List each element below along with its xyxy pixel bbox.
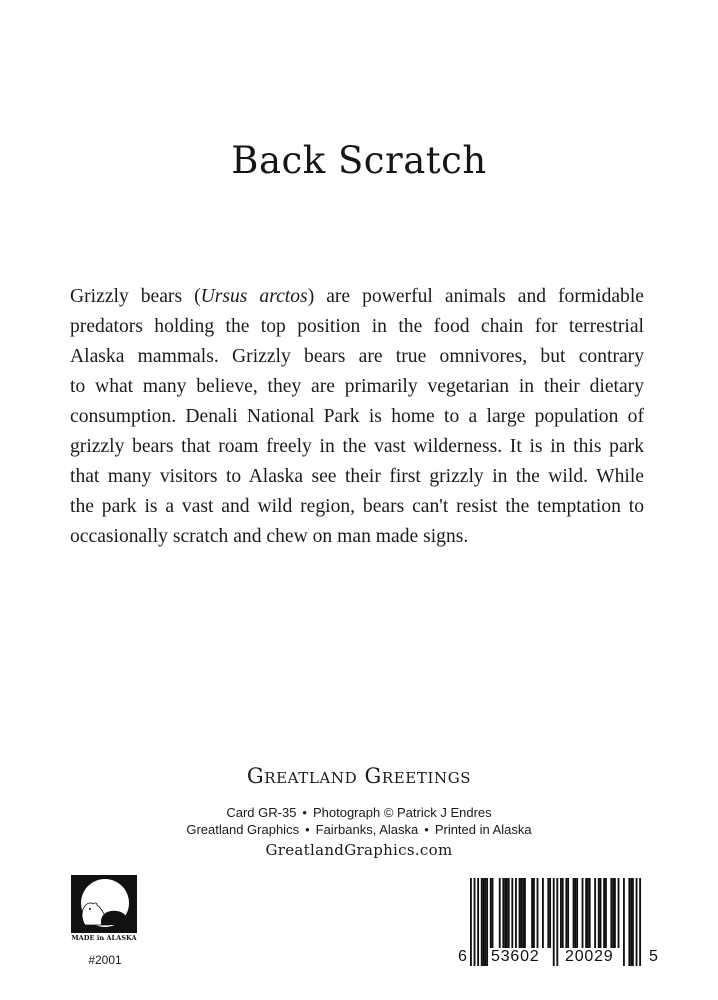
line-text: Grizzly bears (: [70, 286, 201, 307]
line-text: ) are powerful animals and formidable: [307, 286, 644, 307]
barcode-bar: [508, 878, 510, 948]
line-text: the park is a vast and wild region, bears can't resist the temptation to: [70, 496, 644, 517]
photo-credit: Photograph © Patrick J Endres: [312, 805, 492, 820]
barcode-bar: [515, 878, 517, 948]
brand-name: Greatland Greetings: [246, 764, 472, 788]
barcode-bar: [481, 878, 483, 966]
barcode-bar: [574, 878, 576, 948]
line-text: to what many believe, they are primarily vegetarian in their dietary: [70, 376, 644, 397]
barcode-bar: [490, 878, 492, 948]
separator-dot: •: [305, 822, 310, 837]
card-title: Back Scratch: [231, 139, 487, 182]
barcode-bar: [565, 878, 567, 948]
credit-line-2: [0, 822, 718, 837]
barcode-digits-group-1: 53602: [491, 948, 540, 965]
barcode-bar: [547, 878, 549, 948]
description-line: [70, 312, 644, 342]
barcode-bar: [506, 878, 508, 948]
line-text: consumption. Denali National Park is home to a large population of: [70, 406, 644, 427]
line-text: predators holding the top position in the food chain for terrestrial: [70, 316, 644, 337]
logo-number: #2001: [88, 953, 122, 967]
barcode-bar: [511, 878, 513, 948]
barcode-bar: [504, 878, 506, 948]
scientific-name: Ursus arctos: [200, 286, 308, 307]
barcode-bar: [612, 878, 614, 948]
barcode-bar: [524, 878, 526, 948]
barcode-digits-group-2: 20029: [565, 948, 614, 965]
card-description: [70, 282, 644, 552]
publisher-location: Fairbanks, Alaska: [315, 822, 419, 837]
barcode-bar: [499, 878, 501, 948]
barcode-bar: [542, 878, 544, 948]
barcode-bar: [603, 878, 605, 948]
description-line: [70, 432, 644, 462]
barcode-bar: [477, 878, 479, 966]
barcode-bar: [623, 878, 625, 966]
barcode-bar: [470, 878, 472, 966]
barcode-digit-left: 6: [458, 948, 467, 965]
barcode-bar: [492, 878, 494, 948]
barcode-bar: [553, 878, 555, 966]
barcode-bar: [632, 878, 634, 966]
barcode-bar: [614, 878, 616, 948]
barcode-digit-right: 5: [649, 948, 658, 965]
logo-text: MADE in ALASKA: [71, 934, 137, 941]
barcode-bar: [537, 878, 539, 948]
barcode-bar: [484, 878, 486, 966]
barcode-bar: [610, 878, 612, 948]
website-link[interactable]: GreatlandGraphics.com: [265, 841, 453, 859]
barcode-bar: [576, 878, 578, 948]
barcode-bar: [587, 878, 589, 948]
barcode-bar: [639, 878, 641, 966]
barcode-bar: [520, 878, 522, 948]
barcode-bar: [560, 878, 562, 948]
barcode-bar: [598, 878, 600, 948]
barcode-bar: [562, 878, 564, 948]
barcode-bar: [556, 878, 558, 966]
barcode-bar: [618, 878, 620, 948]
separator-dot: •: [302, 805, 307, 820]
line-text: grizzly bears that roam freely in the vast wilderness. It is in this park: [70, 436, 644, 457]
barcode-bar: [582, 878, 584, 948]
barcode-bar: [605, 878, 607, 948]
separator-dot: •: [424, 822, 429, 837]
description-line: [70, 402, 644, 432]
upc-barcode: [455, 876, 665, 970]
made-in-alaska-bear-icon: [71, 875, 137, 941]
description-line: [70, 282, 644, 312]
credit-line-1: [0, 805, 718, 820]
barcode-bar: [502, 878, 504, 948]
barcode-bar: [585, 878, 587, 948]
description-line: [70, 492, 644, 522]
barcode-bar: [486, 878, 488, 966]
barcode-bar: [630, 878, 632, 966]
barcode-bar: [531, 878, 533, 948]
card-number: Card GR-35: [226, 805, 297, 820]
barcode-bar: [589, 878, 591, 948]
line-text: occasionally scratch and chew on man made signs.: [70, 526, 469, 547]
barcode-bar: [519, 878, 521, 948]
publisher-name: Greatland Graphics: [186, 822, 300, 837]
line-text: Alaska mammals. Grizzly bears are true omnivores, but contrary: [70, 346, 644, 367]
barcode-bar: [628, 878, 630, 966]
printed-in: Printed in Alaska: [434, 822, 532, 837]
barcode-bar: [533, 878, 535, 948]
line-text: that many visitors to Alaska see their first grizzly in the wild. While: [70, 466, 644, 487]
barcode-bar: [483, 878, 485, 966]
barcode-bar: [594, 878, 596, 948]
barcode-bar: [636, 878, 638, 966]
description-line: [70, 372, 644, 402]
description-line: [70, 462, 644, 492]
barcode-bar: [549, 878, 551, 948]
barcode-bar: [522, 878, 524, 948]
barcode-bar: [600, 878, 602, 948]
barcode-bar: [573, 878, 575, 948]
description-line: [70, 522, 644, 552]
barcode-bar: [567, 878, 569, 948]
description-line: [70, 342, 644, 372]
barcode-bar: [474, 878, 476, 966]
